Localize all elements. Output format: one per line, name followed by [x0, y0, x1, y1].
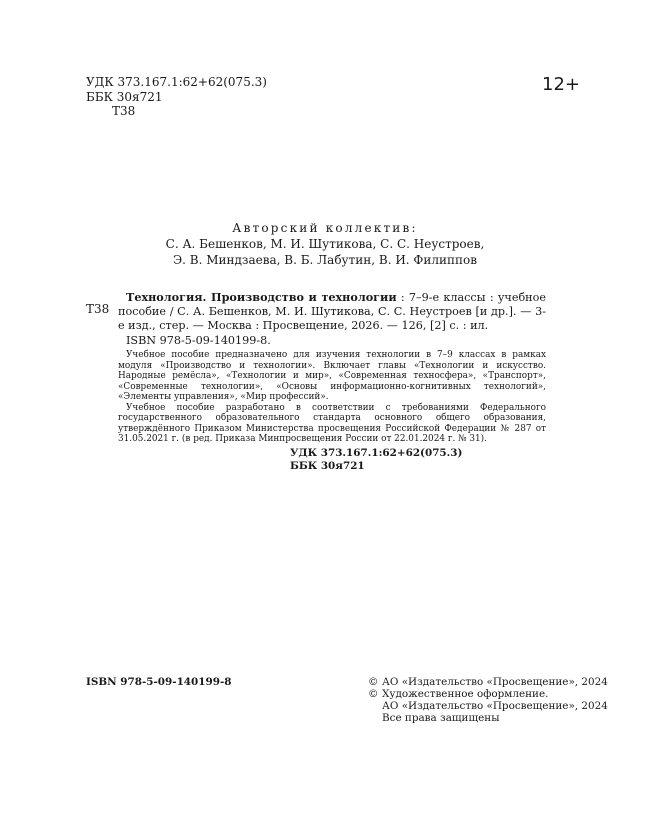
udk-code: УДК 373.167.1:62+62(075.3)	[86, 75, 267, 89]
copyright-block	[368, 676, 608, 724]
copyright-symbol: ©	[368, 688, 379, 700]
authors-caption: Авторский коллектив:	[232, 221, 418, 235]
copyright-line-3: АО «Издательство «Просвещение», 2024	[382, 700, 608, 712]
annotation-paragraph-1: Учебное пособие предназначено для изучения технологии в 7–9 классах в рамках модуля «Производство и технологии». Включает главы «Технологии и искусство. Народные ремёсла», «Технологии и мир», «Современная техносфера», «Транспорт», «Современные технологии», «Основы информационно-когнитивных технологий», «Элементы управления», «Мир профессий».	[118, 350, 546, 402]
card-udk: УДК 373.167.1:62+62(075.3)	[290, 447, 463, 459]
authors-block	[0, 220, 650, 268]
authors-line-2: Э. В. Миндзаева, В. Б. Лабутин, В. И. Филиппов	[173, 253, 477, 267]
copyright-line-4: Все права защищены	[382, 712, 500, 724]
age-rating: 12+	[542, 74, 580, 95]
copyright-symbol: ©	[368, 676, 379, 688]
card-code: Т38	[86, 302, 110, 316]
card-bbk: ББК 30я721	[290, 459, 365, 472]
udk-header-block	[86, 75, 267, 119]
annotation	[118, 350, 546, 445]
copyright-line-2: Художественное оформление.	[382, 688, 549, 700]
bottom-isbn: ISBN 978-5-09-140199-8	[86, 676, 232, 688]
bbk-code: ББК 30я721	[86, 89, 163, 104]
book-title: Технология. Производство и технологии	[126, 290, 397, 304]
catalog-card	[118, 290, 546, 348]
card-index-codes	[290, 447, 462, 472]
authors-line-1: С. А. Бешенков, М. И. Шутикова, С. С. Неустроев,	[165, 237, 485, 251]
author-mark: Т38	[112, 104, 136, 118]
annotation-paragraph-2: Учебное пособие разработано в соответствии с требованиями Федерального государственного образовательного стандарта основного общего образования, утверждённого Приказом Министерства просвещения Российской Федерации № 287 от 31.05.2021 г. (в ред. Приказа Минпросвещения России от 22.01.2024 г. № 31).	[118, 402, 546, 444]
card-isbn: ISBN 978-5-09-140199-8.	[126, 333, 271, 347]
card-description	[118, 290, 546, 334]
copyright-line-1: АО «Издательство «Просвещение», 2024	[382, 676, 608, 688]
book-details: : 7–9-е классы : учебное пособие / С. А. Бешенков, М. И. Шутикова, С. С. Неустроев [и др.]. — 3-е изд., стер. — Москва : Просвещение, 2026. — 126, [2] с. : ил.	[118, 291, 546, 333]
